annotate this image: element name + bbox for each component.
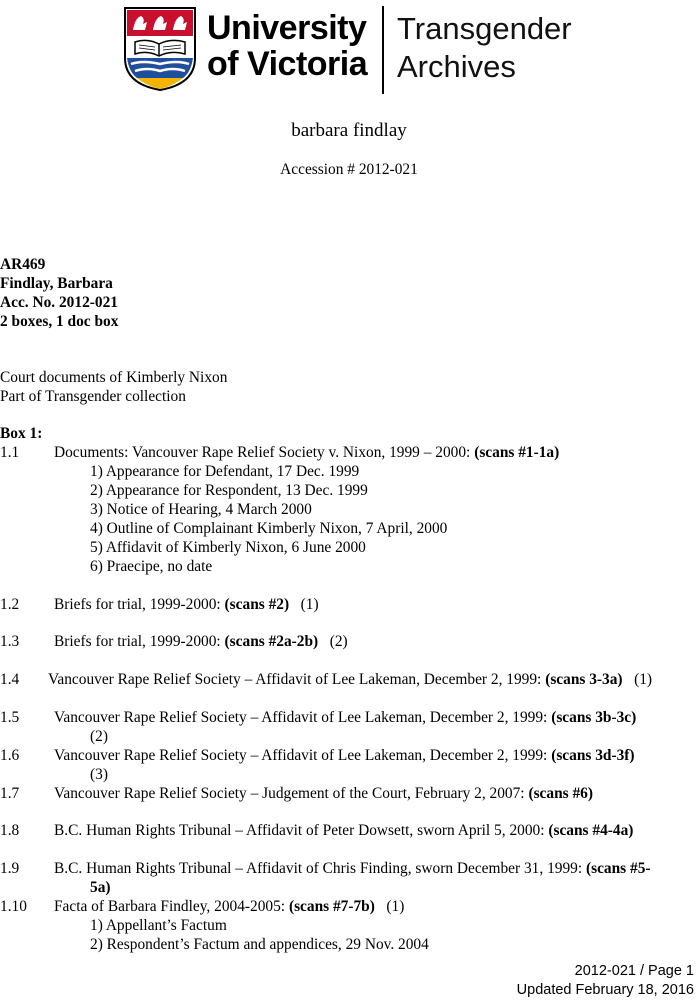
description-line-2: Part of Transgender collection <box>0 388 186 405</box>
item-scans: (scans 3d-3f) <box>551 747 635 764</box>
archives-line-2: Archives <box>397 49 516 84</box>
item-part: (2) <box>318 633 348 650</box>
university-name <box>207 10 367 82</box>
item-scans: (scans #2a-2b) <box>224 633 319 650</box>
subitem: 1) Appearance for Defendant, 17 Dec. 1999 <box>90 463 360 480</box>
item-scans: (scans #7-7b) <box>288 898 375 915</box>
item-number: 1.4 <box>0 671 20 688</box>
item-text <box>54 897 404 916</box>
subitem: 2) Appearance for Respondent, 13 Dec. 1999 <box>90 482 368 499</box>
record-name: Findlay, Barbara <box>0 275 113 292</box>
university-logo <box>121 4 581 96</box>
record-extent: 2 boxes, 1 doc box <box>0 313 119 330</box>
subitem: 1) Appellant’s Factum <box>90 917 227 934</box>
item-text <box>54 784 593 803</box>
archives-name <box>397 10 572 86</box>
subitem: 6) Praecipe, no date <box>90 558 213 575</box>
item-scans: (scans #4-4a) <box>548 822 634 839</box>
item-part: (2) <box>90 728 108 745</box>
record-info <box>0 255 118 331</box>
updated-date: Updated February 18, 2016 <box>516 982 694 998</box>
item-description: Vancouver Rape Relief Society – Affidavit of Lee Lakeman, December 2, 1999: <box>48 671 546 688</box>
item-description: B.C. Human Rights Tribunal – Affidavit of Chris Finding, sworn December 31, 1999: <box>54 860 586 877</box>
description-line-1: Court documents of Kimberly Nixon <box>0 369 228 386</box>
document-title: barbara findlay <box>291 120 407 141</box>
subitem: 3) Notice of Hearing, 4 March 2000 <box>90 501 312 518</box>
item-number: 1.6 <box>0 747 20 764</box>
item-text <box>54 632 348 651</box>
record-acc-no: Acc. No. 2012-021 <box>0 294 118 311</box>
item-scans: (scans #5- <box>585 860 651 877</box>
uvic-shield-icon <box>123 6 197 92</box>
item-description: Vancouver Rape Relief Society – Affidavit of Lee Lakeman, December 2, 1999: <box>54 747 552 764</box>
item-scans: (scans #1-1a) <box>474 444 560 461</box>
item-number: 1.8 <box>0 822 20 839</box>
item-number: 1.1 <box>0 444 20 461</box>
subitem: 2) Respondent’s Factum and appendices, 29 Nov. 2004 <box>90 936 429 953</box>
item-number: 1.2 <box>0 596 20 613</box>
page-footer <box>517 962 694 1000</box>
item-part: (1) <box>374 898 405 915</box>
item-scans-continued: 5a) <box>90 879 111 896</box>
logo-line-1: University <box>207 9 367 47</box>
item-scans: (scans 3b-3c) <box>551 709 637 726</box>
item-description: Vancouver Rape Relief Society – Affidavit of Lee Lakeman, December 2, 1999: <box>54 709 552 726</box>
item-description: Briefs for trial, 1999-2000: <box>54 596 225 613</box>
item-number: 1.10 <box>0 898 27 915</box>
item-number: 1.9 <box>0 860 20 877</box>
logo-line-2: of Victoria <box>207 45 368 83</box>
item-number: 1.5 <box>0 709 20 726</box>
item-part: (3) <box>90 766 108 783</box>
item-scans: (scans 3-3a) <box>545 671 623 688</box>
logo-divider <box>382 6 384 94</box>
collection-description <box>0 368 227 406</box>
item-part: (1) <box>622 671 653 688</box>
item-description: Vancouver Rape Relief Society – Judgement of the Court, February 2, 2007: <box>54 785 529 802</box>
archives-line-1: Transgender <box>397 11 572 46</box>
item-text <box>54 708 636 727</box>
item-scans: (scans #2) <box>224 596 290 613</box>
subitem: 4) Outline of Complainant Kimberly Nixon, 7 April, 2000 <box>90 520 448 537</box>
item-number: 1.7 <box>0 785 20 802</box>
item-description: Documents: Vancouver Rape Relief Society v. Nixon, 1999 – 2000: <box>54 444 475 461</box>
item-description: Facta of Barbara Findley, 2004-2005: <box>54 898 289 915</box>
item-description: B.C. Human Rights Tribunal – Affidavit of Peter Dowsett, sworn April 5, 2000: <box>54 822 549 839</box>
item-scans: (scans #6) <box>528 785 593 802</box>
item-text <box>54 443 559 462</box>
subitem: 5) Affidavit of Kimberly Nixon, 6 June 2000 <box>90 539 366 556</box>
box-label: Box 1: <box>0 425 43 442</box>
item-number: 1.3 <box>0 633 20 650</box>
item-description: Briefs for trial, 1999-2000: <box>54 633 225 650</box>
item-text <box>48 670 652 689</box>
page-number: 2012-021 / Page 1 <box>574 963 694 979</box>
item-text <box>54 821 633 840</box>
item-text <box>54 746 635 765</box>
record-id: AR469 <box>0 256 46 273</box>
item-part: (1) <box>289 596 319 613</box>
accession-number: Accession # 2012-021 <box>280 161 418 178</box>
item-text <box>54 859 651 878</box>
item-text <box>54 595 319 614</box>
